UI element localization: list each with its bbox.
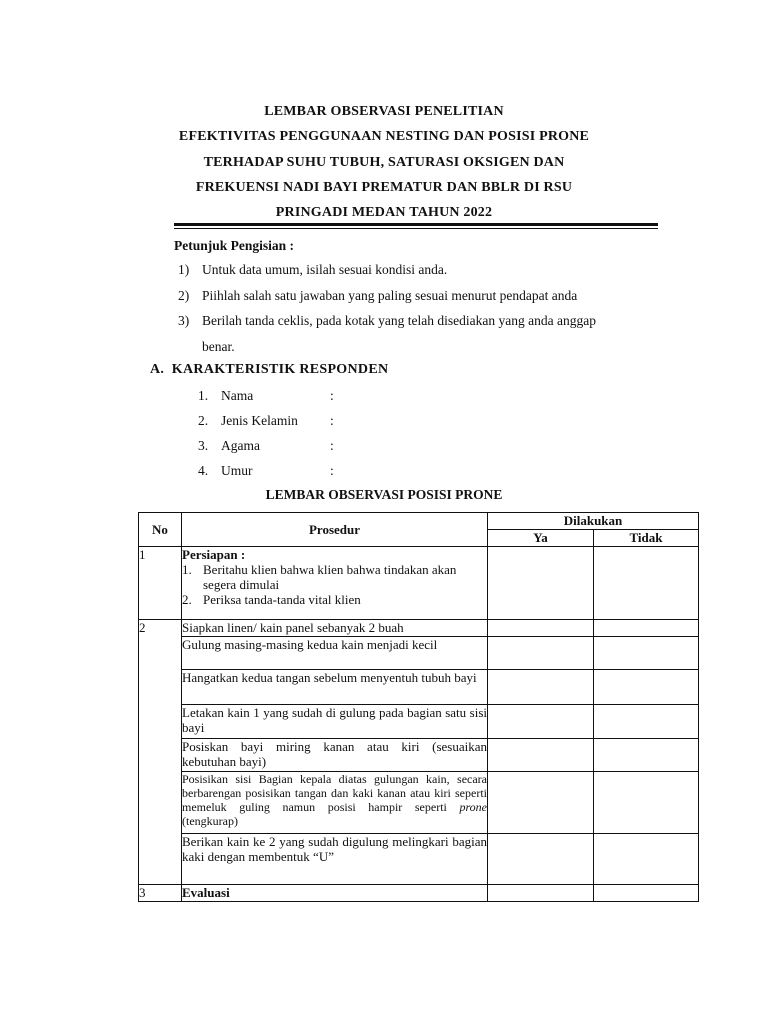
list-item-text: Periksa tanda-tanda vital klien	[203, 592, 361, 607]
list-item	[182, 562, 487, 592]
list-item-num: 2.	[182, 592, 192, 607]
table-row	[139, 637, 699, 670]
checkbox-cell-yes[interactable]	[488, 670, 594, 705]
checkbox-cell-yes[interactable]	[488, 885, 594, 902]
table-title: LEMBAR OBSERVASI POSISI PRONE	[265, 487, 503, 502]
checkbox-cell-no[interactable]	[594, 620, 699, 637]
checkbox-cell-no[interactable]	[594, 834, 699, 885]
field-num: 2.	[198, 413, 209, 428]
table-row	[139, 885, 699, 902]
instruction-text: Piihlah salah satu jawaban yang paling sesuai menurut pendapat anda	[202, 288, 578, 303]
row-number: 1	[139, 547, 182, 620]
checkbox-cell-no[interactable]	[594, 885, 699, 902]
field-label: Agama	[221, 438, 260, 453]
procedure-step: Siapkan linen/ kain panel sebanyak 2 buah	[182, 620, 488, 637]
title-rule-thick	[174, 223, 658, 226]
procedure-section-title: Persiapan :	[182, 547, 246, 562]
checkbox-cell-yes[interactable]	[488, 739, 594, 772]
procedure-step	[182, 772, 488, 834]
field-label: Nama	[221, 388, 254, 403]
procedure-step: Hangatkan kedua tangan sebelum menyentuh tubuh bayi	[182, 670, 488, 705]
section-a-heading: A. KARAKTERISTIK RESPONDEN	[150, 362, 389, 377]
instruction-num: 1)	[178, 262, 190, 277]
checkbox-cell-no[interactable]	[594, 705, 699, 739]
field-colon: :	[330, 413, 334, 428]
field-colon: :	[330, 438, 334, 453]
list-item-num: 1.	[182, 562, 192, 577]
instruction-num: 2)	[178, 288, 190, 303]
field-num: 1.	[198, 388, 209, 403]
instruction-continuation: benar.	[202, 339, 235, 354]
procedure-section-title: Evaluasi	[182, 885, 488, 902]
header-done: Dilakukan	[488, 513, 699, 530]
instruction-num: 3)	[178, 313, 190, 328]
table-row	[139, 547, 699, 620]
field-colon: :	[330, 463, 334, 478]
title-line-4: FREKUENSI NADI BAYI PREMATUR DAN BBLR DI RSU	[195, 180, 573, 195]
field-label: Umur	[221, 463, 253, 478]
header-yes: Ya	[488, 530, 594, 547]
title-line-2: EFEKTIVITAS PENGGUNAAN NESTING DAN POSISI PRONE	[178, 129, 590, 144]
table-row	[139, 772, 699, 834]
list-item-text: Beritahu klien bahwa klien bahwa tindakan akan segera dimulai	[203, 562, 457, 592]
table-row	[139, 620, 699, 637]
field-colon: :	[330, 388, 334, 403]
procedure-step: Berikan kain ke 2 yang sudah digulung melingkari bagian kaki dengan membentuk “U”	[182, 834, 488, 885]
table-row	[139, 739, 699, 772]
header-procedure: Prosedur	[182, 513, 488, 547]
preparation-list	[182, 562, 487, 607]
instruction-text: Berilah tanda ceklis, pada kotak yang telah disediakan yang anda anggap	[202, 313, 596, 328]
field-label: Jenis Kelamin	[221, 413, 298, 428]
title-line-1: LEMBAR OBSERVASI PENELITIAN	[264, 104, 504, 119]
checkbox-cell-no[interactable]	[594, 772, 699, 834]
table-row	[139, 705, 699, 739]
procedure-step: Gulung masing-masing kedua kain menjadi kecil	[182, 637, 488, 670]
field-num: 3.	[198, 438, 209, 453]
field-num: 4.	[198, 463, 209, 478]
procedure-step-text: (tengkurap)	[182, 814, 238, 828]
checkbox-cell-yes[interactable]	[488, 834, 594, 885]
procedure-step-text: Posisikan sisi Bagian kepala diatas gulungan kain, secara berbarengan posisikan tangan dan kaki kanan atau kiri seperti memeluk guling namun posisi hampir seperti	[182, 772, 487, 814]
title-line-3: TERHADAP SUHU TUBUH, SATURASI OKSIGEN DAN	[203, 155, 565, 170]
checkbox-cell-no[interactable]	[594, 670, 699, 705]
procedure-step: Posiskan bayi miring kanan atau kiri (sesuaikan kebutuhan bayi)	[182, 739, 488, 772]
row-number: 3	[139, 885, 182, 902]
instructions-heading: Petunjuk Pengisian :	[174, 238, 295, 253]
checkbox-cell-no[interactable]	[594, 547, 699, 620]
checkbox-cell-no[interactable]	[594, 739, 699, 772]
checkbox-cell-yes[interactable]	[488, 620, 594, 637]
instruction-text: Untuk data umum, isilah sesuai kondisi anda.	[202, 262, 448, 277]
checkbox-cell-yes[interactable]	[488, 772, 594, 834]
table-row	[139, 834, 699, 885]
checkbox-cell-yes[interactable]	[488, 705, 594, 739]
checkbox-cell-no[interactable]	[594, 637, 699, 670]
header-not-done: Tidak	[594, 530, 699, 547]
header-no: No	[139, 513, 182, 547]
list-item	[182, 592, 487, 607]
procedure-step-italic: prone	[459, 800, 487, 814]
checkbox-cell-yes[interactable]	[488, 547, 594, 620]
row-number: 2	[139, 620, 182, 885]
checkbox-cell-yes[interactable]	[488, 637, 594, 670]
procedure-step: Letakan kain 1 yang sudah di gulung pada bagian satu sisi bayi	[182, 705, 488, 739]
title-rule-thin	[174, 228, 658, 229]
observation-table	[138, 512, 699, 902]
title-line-5: PRINGADI MEDAN TAHUN 2022	[275, 205, 493, 220]
table-row	[139, 670, 699, 705]
procedure-cell	[182, 547, 488, 620]
